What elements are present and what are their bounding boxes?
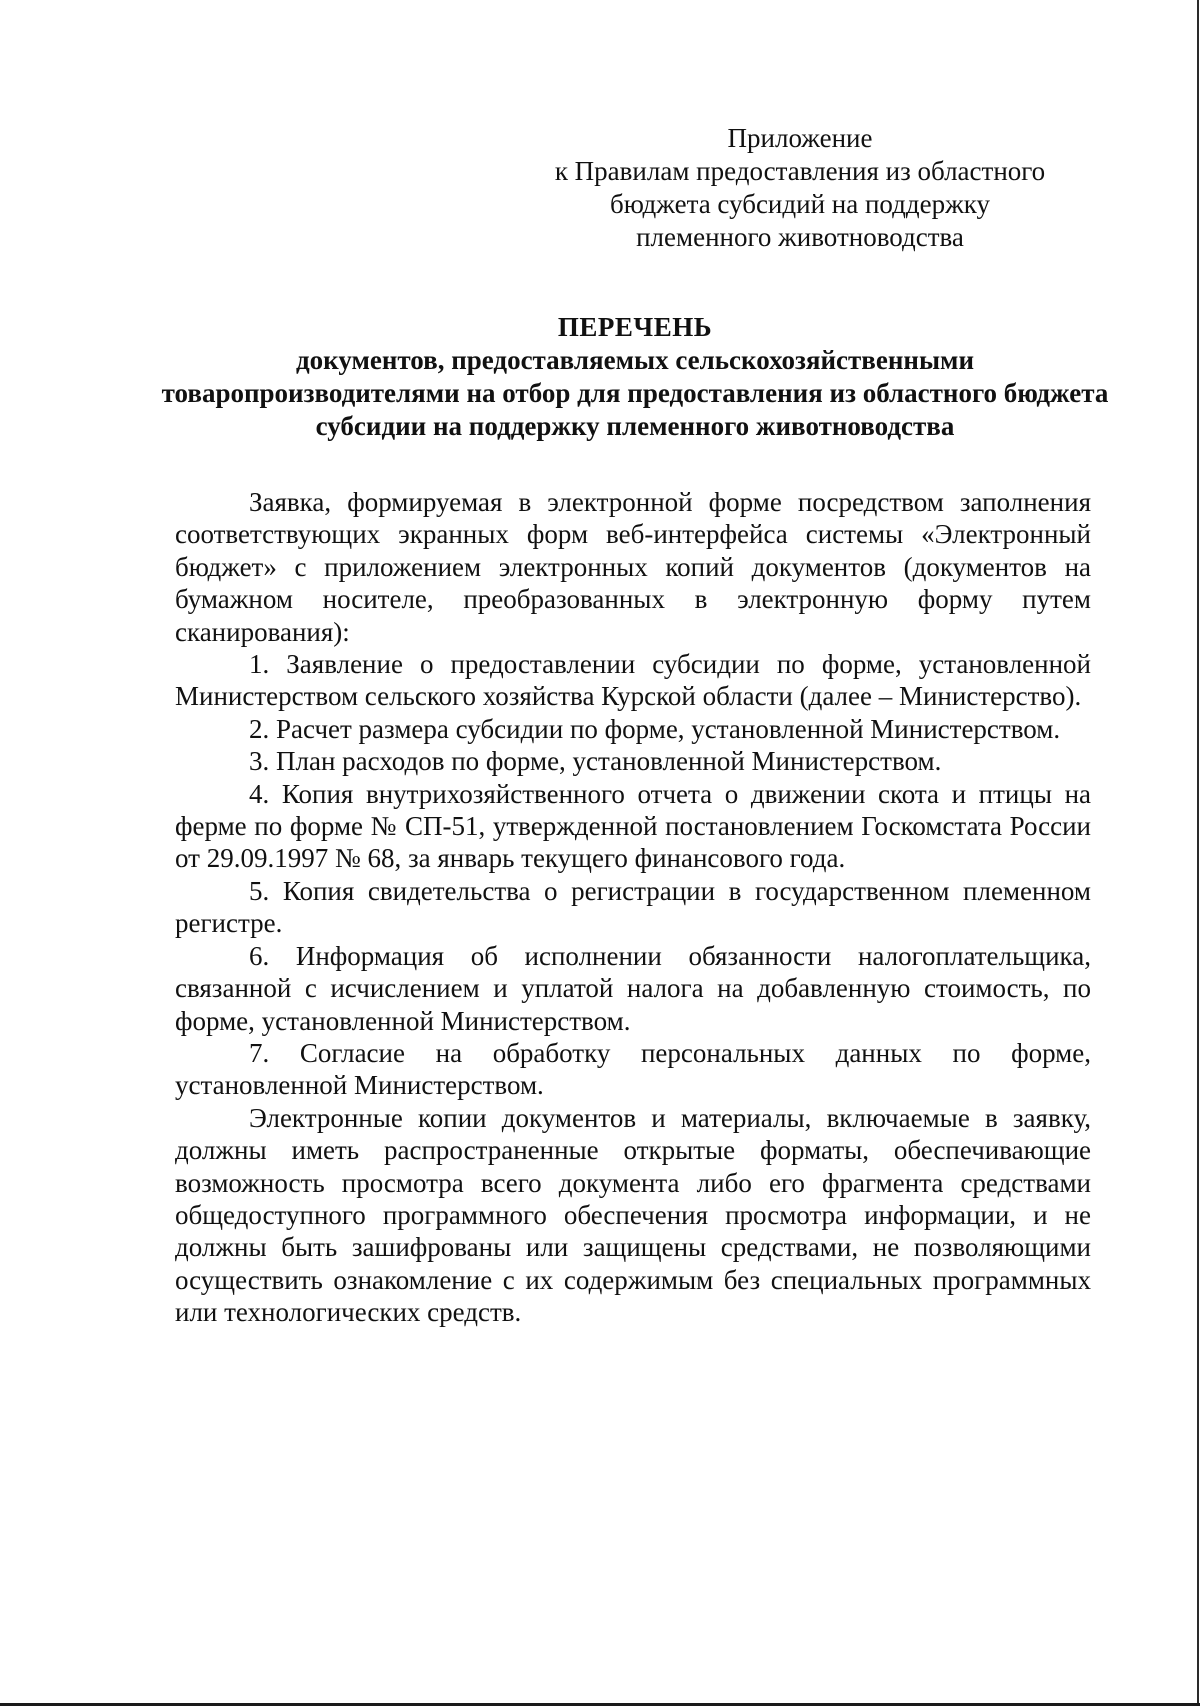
appendix-header (520, 122, 1080, 254)
appendix-line: Приложение (727, 123, 873, 153)
closing-paragraph: Электронные копии документов и материалы, включаемые в заявку, должны иметь распространенные открытые форматы, обеспечивающие возможность просмотра всего документа либо его фрагмента средствами общедоступного программного обеспечения просмотра информации, и не должны быть зашифрованы или защищены средствами, не позволяющими осуществить ознакомление с их содержимым без специальных программных или технологических средств. (175, 1102, 1091, 1328)
document-heading (160, 311, 1110, 443)
appendix-line: племенного животноводства (636, 222, 964, 252)
intro-paragraph: Заявка, формируемая в электронной форме посредством заполнения соответствующих экранных форм веб-интерфейса системы «Электронный бюджет» с приложением электронных копий документов (документов на бумажном носителе, преобразованных в электронную форму путем сканирования): (175, 487, 1091, 647)
list-item: 1. Заявление о предоставлении субсидии по форме, установленной Министерством сельского хозяйства Курской области (далее – Министерство). (175, 649, 1091, 712)
list-item: 4. Копия внутрихозяйственного отчета о движении скота и птицы на ферме по форме № СП-51, утвержденной постановлением Госкомстата России от 29.09.1997 № 68, за январь текущего финансового года. (175, 778, 1091, 874)
document-body (175, 486, 1091, 1329)
list-item: 6. Информация об исполнении обязанности налогоплательщика, связанной с исчислением и уплатой налога на добавленную стоимость, по форме, установленной Министерством. (175, 940, 1091, 1036)
appendix-line: к Правилам предоставления из областного (554, 156, 1046, 186)
appendix-line: бюджета субсидий на поддержку (610, 189, 990, 219)
list-item: 2. Расчет размера субсидии по форме, установленной Министерством. (249, 713, 1061, 744)
document-subtitle: документов, предоставляемых сельскохозяйственными товаропроизводителями на отбор для предоставления из областного бюджета субсидии на поддержку племенного животноводства (161, 345, 1109, 441)
scan-edge-right (1197, 0, 1199, 1706)
document-title: ПЕРЕЧЕНЬ (557, 312, 713, 342)
list-item: 5. Копия свидетельства о регистрации в государственном племенном регистре. (175, 875, 1091, 939)
list-item: 3. План расходов по форме, установленной Министерством. (249, 746, 942, 777)
list-item: 7. Согласие на обработку персональных данных по форме, установленной Министерством. (175, 1037, 1091, 1101)
